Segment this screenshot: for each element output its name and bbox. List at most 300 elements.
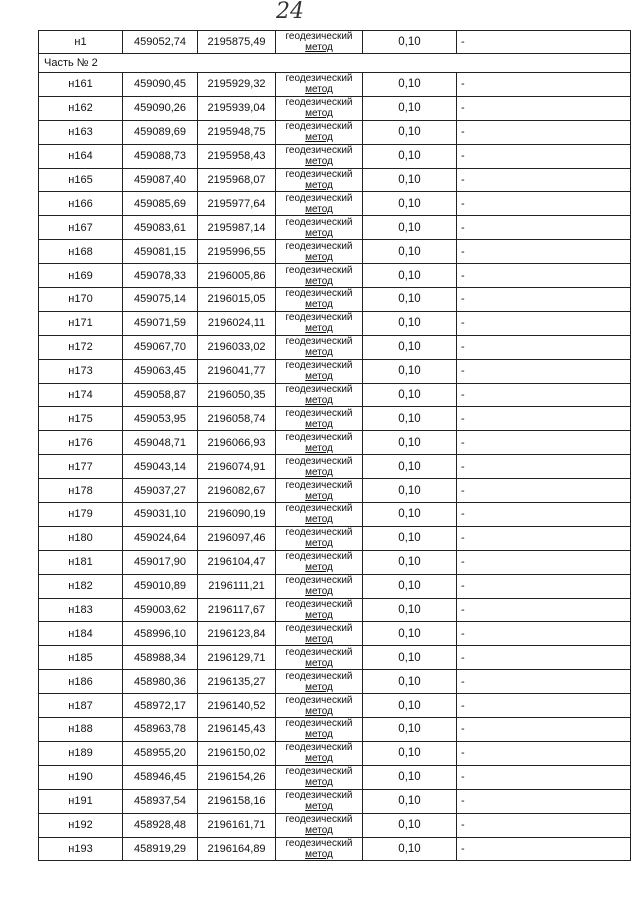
table-row <box>39 622 631 646</box>
method-cell <box>276 670 363 694</box>
y-coordinate-cell: 2195977,64 <box>198 192 276 216</box>
table-row <box>39 120 631 144</box>
point-cell: н192 <box>39 813 123 837</box>
method-line-1: геодезический <box>285 431 353 443</box>
point-cell: н175 <box>39 407 123 431</box>
note-cell: - <box>457 192 631 216</box>
point-cell: н190 <box>39 765 123 789</box>
x-coordinate-cell: 459052,74 <box>123 31 198 54</box>
method-cell <box>276 598 363 622</box>
table-row <box>39 479 631 503</box>
x-coordinate-cell: 459081,15 <box>123 240 198 264</box>
section-title: Часть № 2 <box>39 54 631 73</box>
x-coordinate-cell: 459071,59 <box>123 311 198 335</box>
note-cell: - <box>457 718 631 742</box>
method-line-1: геодезический <box>285 336 353 348</box>
note-cell: - <box>457 216 631 240</box>
table-row <box>39 216 631 240</box>
accuracy-cell: 0,10 <box>363 455 457 479</box>
table-row <box>39 144 631 168</box>
coordinates-table <box>38 30 631 861</box>
method-line-1: геодезический <box>285 814 353 826</box>
method-line-1: геодезический <box>285 599 353 611</box>
method-line-2: метод <box>305 156 333 168</box>
note-cell: - <box>457 168 631 192</box>
point-cell: н173 <box>39 359 123 383</box>
x-coordinate-cell: 459043,14 <box>123 455 198 479</box>
method-cell <box>276 718 363 742</box>
method-cell <box>276 73 363 97</box>
method-line-1: геодезический <box>285 384 353 396</box>
method-line-2: метод <box>305 777 333 789</box>
table-row <box>39 718 631 742</box>
method-line-2: метод <box>305 299 333 311</box>
x-coordinate-cell: 459088,73 <box>123 144 198 168</box>
method-cell <box>276 694 363 718</box>
table-row <box>39 574 631 598</box>
x-coordinate-cell: 459053,95 <box>123 407 198 431</box>
accuracy-cell: 0,10 <box>363 168 457 192</box>
y-coordinate-cell: 2196074,91 <box>198 455 276 479</box>
table-row <box>39 264 631 288</box>
accuracy-cell: 0,10 <box>363 144 457 168</box>
table-row <box>39 694 631 718</box>
method-cell <box>276 240 363 264</box>
method-cell <box>276 383 363 407</box>
point-cell: н177 <box>39 455 123 479</box>
x-coordinate-cell: 459090,45 <box>123 73 198 97</box>
table-row <box>39 431 631 455</box>
method-cell <box>276 168 363 192</box>
method-line-2: метод <box>305 395 333 407</box>
x-coordinate-cell: 459024,64 <box>123 526 198 550</box>
note-cell: - <box>457 31 631 54</box>
accuracy-cell: 0,10 <box>363 240 457 264</box>
table-row <box>39 192 631 216</box>
y-coordinate-cell: 2196041,77 <box>198 359 276 383</box>
table-row <box>39 526 631 550</box>
method-line-1: геодезический <box>285 192 353 204</box>
method-line-2: метод <box>305 657 333 669</box>
accuracy-cell: 0,10 <box>363 813 457 837</box>
x-coordinate-cell: 459083,61 <box>123 216 198 240</box>
y-coordinate-cell: 2196123,84 <box>198 622 276 646</box>
method-cell <box>276 789 363 813</box>
method-cell <box>276 431 363 455</box>
y-coordinate-cell: 2196140,52 <box>198 694 276 718</box>
accuracy-cell: 0,10 <box>363 383 457 407</box>
method-cell <box>276 837 363 861</box>
y-coordinate-cell: 2196090,19 <box>198 503 276 527</box>
point-cell: н181 <box>39 550 123 574</box>
x-coordinate-cell: 458972,17 <box>123 694 198 718</box>
accuracy-cell: 0,10 <box>363 192 457 216</box>
note-cell: - <box>457 503 631 527</box>
note-cell: - <box>457 335 631 359</box>
method-line-1: геодезический <box>285 264 353 276</box>
x-coordinate-cell: 458996,10 <box>123 622 198 646</box>
point-cell: н169 <box>39 264 123 288</box>
x-coordinate-cell: 458955,20 <box>123 741 198 765</box>
table-row <box>39 670 631 694</box>
method-cell <box>276 264 363 288</box>
method-line-2: метод <box>305 84 333 96</box>
point-cell: н168 <box>39 240 123 264</box>
point-cell: н186 <box>39 670 123 694</box>
method-cell <box>276 741 363 765</box>
x-coordinate-cell: 459075,14 <box>123 288 198 312</box>
point-cell: н164 <box>39 144 123 168</box>
method-line-1: геодезический <box>285 646 353 658</box>
table-row <box>39 741 631 765</box>
x-coordinate-cell: 459085,69 <box>123 192 198 216</box>
method-line-1: геодезический <box>285 288 353 300</box>
note-cell: - <box>457 73 631 97</box>
method-line-2: метод <box>305 180 333 191</box>
table-row <box>39 550 631 574</box>
method-line-1: геодезический <box>285 312 353 324</box>
method-cell <box>276 407 363 431</box>
point-cell: н185 <box>39 646 123 670</box>
accuracy-cell: 0,10 <box>363 73 457 97</box>
y-coordinate-cell: 2196015,05 <box>198 288 276 312</box>
method-cell <box>276 622 363 646</box>
accuracy-cell: 0,10 <box>363 96 457 120</box>
point-cell: н178 <box>39 479 123 503</box>
x-coordinate-cell: 458946,45 <box>123 765 198 789</box>
x-coordinate-cell: 459048,71 <box>123 431 198 455</box>
note-cell: - <box>457 311 631 335</box>
x-coordinate-cell: 459078,33 <box>123 264 198 288</box>
point-cell: н165 <box>39 168 123 192</box>
note-cell: - <box>457 455 631 479</box>
method-line-2: метод <box>305 227 333 239</box>
table-row <box>39 455 631 479</box>
method-line-2: метод <box>305 753 333 765</box>
method-line-1: геодезический <box>285 551 353 563</box>
method-line-2: метод <box>305 610 333 622</box>
point-cell: н170 <box>39 288 123 312</box>
method-line-2: метод <box>305 633 333 645</box>
x-coordinate-cell: 458937,54 <box>123 789 198 813</box>
point-cell: н1 <box>39 31 123 54</box>
y-coordinate-cell: 2196117,67 <box>198 598 276 622</box>
method-cell <box>276 120 363 144</box>
method-line-1: геодезический <box>285 407 353 419</box>
x-coordinate-cell: 459037,27 <box>123 479 198 503</box>
y-coordinate-cell: 2196104,47 <box>198 550 276 574</box>
method-line-2: метод <box>305 442 333 454</box>
x-coordinate-cell: 458919,29 <box>123 837 198 861</box>
method-line-1: геодезический <box>285 360 353 372</box>
method-line-2: метод <box>305 323 333 335</box>
point-cell: н193 <box>39 837 123 861</box>
x-coordinate-cell: 459063,45 <box>123 359 198 383</box>
note-cell: - <box>457 431 631 455</box>
method-line-2: метод <box>305 848 333 860</box>
method-line-1: геодезический <box>285 31 353 42</box>
method-line-2: метод <box>305 418 333 430</box>
table-row <box>39 240 631 264</box>
accuracy-cell: 0,10 <box>363 718 457 742</box>
point-cell: н191 <box>39 789 123 813</box>
method-line-1: геодезический <box>285 527 353 539</box>
method-line-1: геодезический <box>285 790 353 802</box>
y-coordinate-cell: 2196158,16 <box>198 789 276 813</box>
point-cell: н188 <box>39 718 123 742</box>
y-coordinate-cell: 2195939,04 <box>198 96 276 120</box>
method-line-2: метод <box>305 132 333 144</box>
point-cell: н171 <box>39 311 123 335</box>
y-coordinate-cell: 2196164,89 <box>198 837 276 861</box>
accuracy-cell: 0,10 <box>363 216 457 240</box>
table-row <box>39 598 631 622</box>
point-cell: н187 <box>39 694 123 718</box>
accuracy-cell: 0,10 <box>363 646 457 670</box>
method-cell <box>276 96 363 120</box>
note-cell: - <box>457 526 631 550</box>
accuracy-cell: 0,10 <box>363 670 457 694</box>
method-line-1: геодезический <box>285 694 353 706</box>
method-line-2: метод <box>305 466 333 478</box>
table-row <box>39 789 631 813</box>
note-cell: - <box>457 837 631 861</box>
method-line-1: геодезический <box>285 742 353 754</box>
accuracy-cell: 0,10 <box>363 264 457 288</box>
method-line-2: метод <box>305 251 333 263</box>
y-coordinate-cell: 2195875,49 <box>198 31 276 54</box>
accuracy-cell: 0,10 <box>363 574 457 598</box>
method-cell <box>276 765 363 789</box>
accuracy-cell: 0,10 <box>363 31 457 54</box>
method-line-2: метод <box>305 514 333 526</box>
method-cell <box>276 31 363 54</box>
note-cell: - <box>457 789 631 813</box>
x-coordinate-cell: 459003,62 <box>123 598 198 622</box>
y-coordinate-cell: 2195987,14 <box>198 216 276 240</box>
method-line-1: геодезический <box>285 670 353 682</box>
method-line-1: геодезический <box>285 455 353 467</box>
point-cell: н161 <box>39 73 123 97</box>
table-row <box>39 359 631 383</box>
method-cell <box>276 550 363 574</box>
method-line-2: метод <box>305 729 333 741</box>
method-cell <box>276 503 363 527</box>
method-line-2: метод <box>305 825 333 837</box>
y-coordinate-cell: 2196082,67 <box>198 479 276 503</box>
method-cell <box>276 646 363 670</box>
y-coordinate-cell: 2196161,71 <box>198 813 276 837</box>
point-cell: н183 <box>39 598 123 622</box>
x-coordinate-cell: 459017,90 <box>123 550 198 574</box>
x-coordinate-cell: 458928,48 <box>123 813 198 837</box>
note-cell: - <box>457 96 631 120</box>
method-line-2: метод <box>305 347 333 359</box>
note-cell: - <box>457 407 631 431</box>
note-cell: - <box>457 550 631 574</box>
method-line-2: метод <box>305 203 333 215</box>
method-line-2: метод <box>305 586 333 598</box>
table-row <box>39 503 631 527</box>
x-coordinate-cell: 458988,34 <box>123 646 198 670</box>
x-coordinate-cell: 459087,40 <box>123 168 198 192</box>
table-row <box>39 335 631 359</box>
method-cell <box>276 359 363 383</box>
note-cell: - <box>457 264 631 288</box>
accuracy-cell: 0,10 <box>363 694 457 718</box>
point-cell: н172 <box>39 335 123 359</box>
method-cell <box>276 216 363 240</box>
accuracy-cell: 0,10 <box>363 550 457 574</box>
accuracy-cell: 0,10 <box>363 335 457 359</box>
point-cell: н163 <box>39 120 123 144</box>
x-coordinate-cell: 459058,87 <box>123 383 198 407</box>
point-cell: н176 <box>39 431 123 455</box>
y-coordinate-cell: 2196066,93 <box>198 431 276 455</box>
y-coordinate-cell: 2196135,27 <box>198 670 276 694</box>
accuracy-cell: 0,10 <box>363 622 457 646</box>
accuracy-cell: 0,10 <box>363 431 457 455</box>
table-row <box>39 311 631 335</box>
y-coordinate-cell: 2195996,55 <box>198 240 276 264</box>
table-row <box>39 73 631 97</box>
point-cell: н182 <box>39 574 123 598</box>
note-cell: - <box>457 622 631 646</box>
method-line-2: метод <box>305 42 333 53</box>
point-cell: н180 <box>39 526 123 550</box>
y-coordinate-cell: 2196058,74 <box>198 407 276 431</box>
y-coordinate-cell: 2196150,02 <box>198 741 276 765</box>
accuracy-cell: 0,10 <box>363 789 457 813</box>
note-cell: - <box>457 359 631 383</box>
accuracy-cell: 0,10 <box>363 359 457 383</box>
y-coordinate-cell: 2196154,26 <box>198 765 276 789</box>
y-coordinate-cell: 2196005,86 <box>198 264 276 288</box>
x-coordinate-cell: 459090,26 <box>123 96 198 120</box>
method-line-1: геодезический <box>285 97 353 109</box>
method-line-1: геодезический <box>285 216 353 228</box>
method-line-2: метод <box>305 275 333 287</box>
method-cell <box>276 335 363 359</box>
note-cell: - <box>457 741 631 765</box>
x-coordinate-cell: 459010,89 <box>123 574 198 598</box>
method-line-1: геодезический <box>285 479 353 491</box>
method-cell <box>276 311 363 335</box>
accuracy-cell: 0,10 <box>363 311 457 335</box>
method-line-1: геодезический <box>285 575 353 587</box>
point-cell: н166 <box>39 192 123 216</box>
section-row <box>39 54 631 73</box>
y-coordinate-cell: 2195929,32 <box>198 73 276 97</box>
method-line-1: геодезический <box>285 718 353 730</box>
method-line-1: геодезический <box>285 503 353 515</box>
method-line-2: метод <box>305 490 333 502</box>
note-cell: - <box>457 144 631 168</box>
method-cell <box>276 526 363 550</box>
x-coordinate-cell: 459089,69 <box>123 120 198 144</box>
y-coordinate-cell: 2196145,43 <box>198 718 276 742</box>
table-row <box>39 813 631 837</box>
method-line-1: геодезический <box>285 121 353 133</box>
table-row <box>39 837 631 861</box>
note-cell: - <box>457 765 631 789</box>
method-cell <box>276 574 363 598</box>
y-coordinate-cell: 2196129,71 <box>198 646 276 670</box>
y-coordinate-cell: 2196024,11 <box>198 311 276 335</box>
table-row <box>39 407 631 431</box>
note-cell: - <box>457 288 631 312</box>
note-cell: - <box>457 383 631 407</box>
method-line-2: метод <box>305 538 333 550</box>
accuracy-cell: 0,10 <box>363 288 457 312</box>
table-row <box>39 31 631 54</box>
note-cell: - <box>457 670 631 694</box>
method-cell <box>276 144 363 168</box>
note-cell: - <box>457 694 631 718</box>
method-line-1: геодезический <box>285 837 353 849</box>
method-cell <box>276 479 363 503</box>
y-coordinate-cell: 2195958,43 <box>198 144 276 168</box>
method-line-1: геодезический <box>285 73 353 85</box>
y-coordinate-cell: 2196050,35 <box>198 383 276 407</box>
table-row <box>39 383 631 407</box>
y-coordinate-cell: 2195968,07 <box>198 168 276 192</box>
point-cell: н174 <box>39 383 123 407</box>
note-cell: - <box>457 120 631 144</box>
note-cell: - <box>457 646 631 670</box>
x-coordinate-cell: 458963,78 <box>123 718 198 742</box>
note-cell: - <box>457 813 631 837</box>
y-coordinate-cell: 2196097,46 <box>198 526 276 550</box>
accuracy-cell: 0,10 <box>363 598 457 622</box>
accuracy-cell: 0,10 <box>363 407 457 431</box>
method-line-2: метод <box>305 705 333 717</box>
accuracy-cell: 0,10 <box>363 503 457 527</box>
x-coordinate-cell: 458980,36 <box>123 670 198 694</box>
table-row <box>39 96 631 120</box>
method-cell <box>276 813 363 837</box>
y-coordinate-cell: 2195948,75 <box>198 120 276 144</box>
accuracy-cell: 0,10 <box>363 120 457 144</box>
point-cell: н167 <box>39 216 123 240</box>
method-line-2: метод <box>305 562 333 574</box>
table-row <box>39 765 631 789</box>
note-cell: - <box>457 574 631 598</box>
note-cell: - <box>457 598 631 622</box>
method-line-1: геодезический <box>285 622 353 634</box>
method-line-2: метод <box>305 681 333 693</box>
method-line-1: геодезический <box>285 145 353 157</box>
table-row <box>39 168 631 192</box>
page-number: 24 <box>276 0 304 24</box>
x-coordinate-cell: 459067,70 <box>123 335 198 359</box>
method-line-1: геодезический <box>285 169 353 180</box>
accuracy-cell: 0,10 <box>363 526 457 550</box>
method-line-2: метод <box>305 371 333 383</box>
table-row <box>39 646 631 670</box>
y-coordinate-cell: 2196033,02 <box>198 335 276 359</box>
note-cell: - <box>457 240 631 264</box>
point-cell: н184 <box>39 622 123 646</box>
accuracy-cell: 0,10 <box>363 741 457 765</box>
method-line-1: геодезический <box>285 766 353 778</box>
accuracy-cell: 0,10 <box>363 837 457 861</box>
method-line-1: геодезический <box>285 240 353 252</box>
note-cell: - <box>457 479 631 503</box>
point-cell: н162 <box>39 96 123 120</box>
accuracy-cell: 0,10 <box>363 479 457 503</box>
accuracy-cell: 0,10 <box>363 765 457 789</box>
